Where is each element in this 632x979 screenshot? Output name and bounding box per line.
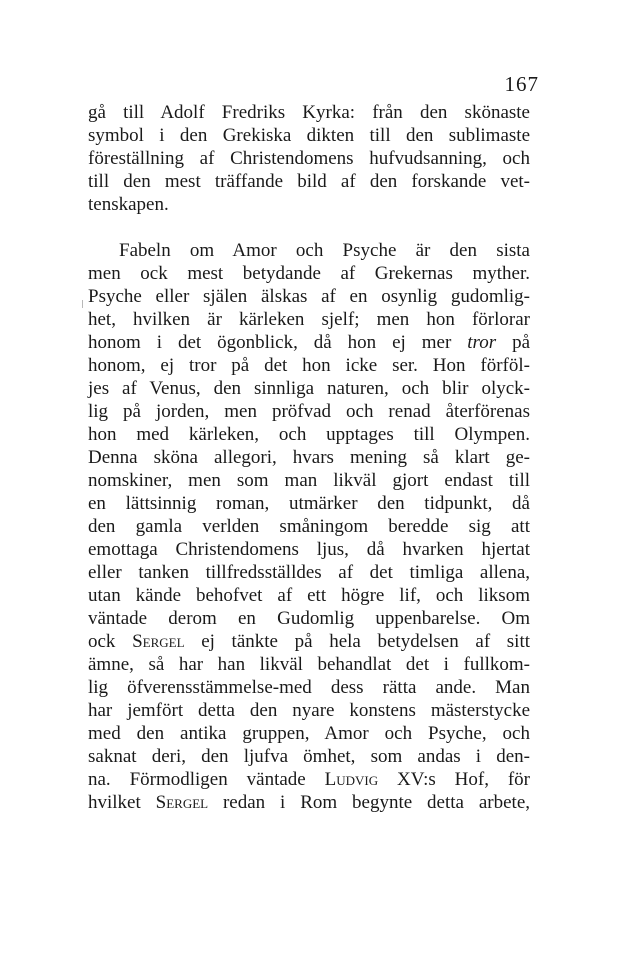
- paragraph-2: [88, 239, 530, 814]
- text-line: tenskapen.: [88, 194, 169, 215]
- small-caps-name: Sergel: [132, 631, 185, 652]
- text-line: till den mest träffande bild af den forskande vet-: [88, 171, 530, 192]
- text-line: emottaga Christendomens ljus, då hvarken hjertat: [88, 539, 530, 560]
- text-line: saknat deri, den ljufva ömhet, som andas i den-: [88, 746, 530, 767]
- italic-word: tror: [467, 332, 497, 353]
- text-run: honom i det ögonblick, då hon ej mer: [88, 332, 452, 353]
- text-line: gå till Adolf Fredriks Kyrka: från den skönaste: [88, 102, 530, 123]
- paragraph-1: [88, 101, 530, 216]
- text-line: symbol i den Grekiska dikten till den sublimaste: [88, 125, 530, 146]
- text-line: med den antika gruppen, Amor och Psyche, och: [88, 723, 530, 744]
- text-run: ock: [88, 631, 116, 652]
- text-line: har jemfört detta den nyare konstens mästerstycke: [88, 700, 530, 721]
- text-line: en lättsinnig roman, utmärker den tidpunkt, då: [88, 493, 530, 514]
- text-line: [88, 768, 530, 791]
- text-line: föreställning af Christendomens hufvudsanning, och: [88, 148, 530, 169]
- page-number: 167: [504, 72, 539, 96]
- text-line: lig på jorden, men pröfvad och renad återförenas: [88, 401, 530, 422]
- margin-mark: [82, 300, 83, 308]
- text-line: honom, ej tror på det hon icke ser. Hon förföl-: [88, 355, 530, 376]
- text-line: den gamla verlden småningom beredde sig att: [88, 516, 530, 537]
- text-line: Fabeln om Amor och Psyche är den sista: [119, 240, 530, 261]
- text-line: utan kände behofvet af ett högre lif, och liksom: [88, 585, 530, 606]
- text-line: men ock mest betydande af Grekernas myther.: [88, 263, 530, 284]
- text-run: hvilket: [88, 792, 141, 813]
- text-line: nomskiner, men som man likväl gjort endast till: [88, 470, 530, 491]
- text-line: väntade derom en Gudomlig uppenbarelse. Om: [88, 608, 530, 629]
- text-line: ämne, så har han likväl behandlat det i fullkom-: [88, 654, 530, 675]
- text-run: XV:s Hof, för: [397, 769, 531, 790]
- text-line: [88, 630, 530, 653]
- text-line: [88, 331, 530, 354]
- text-line: eller tanken tillfredsställdes af det timliga allena,: [88, 562, 530, 583]
- text-line: hon med kärleken, och upptages till Olympen.: [88, 424, 530, 445]
- text-run: redan i Rom begynte detta arbete,: [222, 792, 530, 813]
- text-run: ej tänkte på hela betydelsen af sitt: [201, 631, 531, 652]
- text-run: på: [512, 332, 531, 353]
- text-line: Denna sköna allegori, hvars mening så klart ge-: [88, 447, 530, 468]
- text-run: na. Förmodligen väntade: [88, 769, 306, 790]
- text-line: Psyche eller själen älskas af en osynlig gudomlig-: [88, 286, 530, 307]
- small-caps-name: Ludvig: [324, 769, 379, 790]
- text-line: lig öfverensstämmelse-med dess rätta ande. Man: [88, 677, 530, 698]
- small-caps-name: Sergel: [155, 792, 209, 813]
- text-line: jes af Venus, den sinnliga naturen, och blir olyck-: [88, 378, 530, 399]
- text-line: het, hvilken är kärleken sjelf; men hon förlorar: [88, 309, 530, 330]
- text-line: [88, 791, 530, 814]
